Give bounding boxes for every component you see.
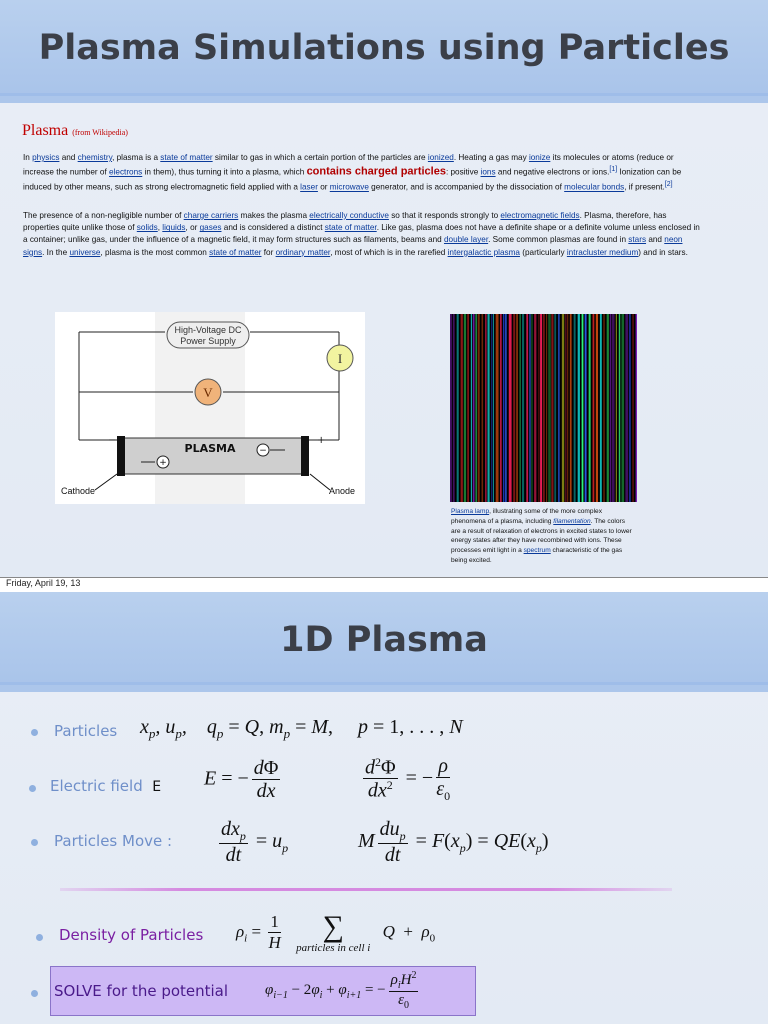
- spectrum-line: [473, 314, 475, 502]
- spectrum-line: [491, 314, 492, 502]
- wiki-heading-source: (from Wikipedia): [72, 128, 128, 137]
- spectrum-line: [593, 314, 595, 502]
- spectrum-line: [543, 314, 545, 502]
- power-supply-label-2: Power Supply: [180, 336, 236, 346]
- cathode-label: Cathode: [61, 486, 96, 496]
- paragraph-text: or: [317, 182, 330, 192]
- paragraph-text: Ionization can be induced by other means, such as strong electromagnetic field applied with a: [23, 167, 682, 192]
- spectrum-line: [471, 314, 472, 502]
- spectrum-line: [589, 314, 591, 502]
- spectrum-line: [513, 314, 515, 502]
- spectrum-line: [485, 314, 486, 502]
- wiki-heading-title: Plasma: [22, 122, 69, 139]
- wiki-link[interactable]: gases: [199, 223, 222, 233]
- efield-equation: E = − $\frac{d\Phi}{dx}$: [204, 757, 279, 802]
- wiki-heading: [22, 122, 128, 140]
- paragraph-text: . In the: [42, 247, 70, 257]
- paragraph-text: . Heating a gas may: [453, 153, 529, 162]
- ammeter-label: I: [337, 351, 343, 366]
- spectrum-line: [554, 314, 556, 502]
- spectrum-line: [604, 314, 605, 502]
- svg-text:+: +: [159, 458, 167, 468]
- wiki-link[interactable]: intergalactic plasma: [447, 247, 520, 257]
- efield-label: [50, 777, 161, 795]
- force-equation: M $\frac{du_p}{dt}$ = $F(x_p) = QE(x_p)$: [358, 818, 549, 867]
- paragraph-text: and negative electrons or ions.: [495, 167, 610, 177]
- voltmeter-label: V: [203, 385, 213, 400]
- spectrum-line: [488, 314, 490, 502]
- plasma-circuit-diagram: [55, 312, 365, 504]
- slide-2: [0, 592, 768, 1024]
- spectrum-line: [476, 314, 477, 502]
- spectrum-line: [616, 314, 617, 502]
- wiki-link[interactable]: electrons: [109, 167, 143, 177]
- power-supply-label-1: High-Voltage DC: [174, 325, 242, 335]
- paragraph-text: characteristic of the gas being excited.: [451, 547, 623, 564]
- paragraph-text: makes the plasma: [238, 211, 310, 220]
- spectrum-line: [464, 314, 466, 502]
- wiki-link[interactable]: neon signs: [23, 235, 683, 257]
- wiki-link[interactable]: filamentation: [553, 517, 591, 525]
- paragraph-text: so that it responds strongly to: [388, 211, 501, 220]
- spectrum-line: [519, 314, 520, 502]
- spectrum-line: [629, 314, 631, 502]
- anode-sign: +: [317, 435, 326, 446]
- plasma-label: PLASMA: [184, 442, 236, 455]
- slide-date: Friday, April 19, 13: [6, 578, 81, 588]
- paragraph-text: for: [261, 247, 276, 257]
- wiki-link[interactable]: electromagnetic fields: [500, 211, 580, 220]
- svg-text:−: −: [259, 446, 267, 456]
- bullet-dot: [31, 990, 38, 997]
- wiki-link[interactable]: laser: [300, 182, 318, 192]
- spectrum-line: [534, 314, 536, 502]
- wiki-link[interactable]: chemistry: [77, 153, 113, 162]
- spectrum-line: [625, 314, 628, 502]
- particles-label: Particles: [54, 722, 118, 740]
- paragraph-text: . Plasma, therefore, has properties quite unlike those of: [23, 211, 667, 233]
- spectrum-line: [619, 314, 620, 502]
- spectrum-line: [496, 314, 499, 502]
- spectrum-line: [453, 314, 455, 502]
- spectrum-line: [457, 314, 459, 502]
- spectrum-line: [503, 314, 504, 502]
- spectrum-line: [600, 314, 602, 502]
- poisson-equation: $\frac{d^2\Phi}{dx^2}$ = − $\frac{\rho}{\varepsilon_0}$: [365, 754, 451, 803]
- spectrum-line: [478, 314, 480, 502]
- spectrum-line: [636, 314, 637, 502]
- solve-label: SOLVE for the potential: [54, 982, 229, 1000]
- spectrum-line: [562, 314, 564, 502]
- paragraph-text: . The colors are a result of relaxation of electrons in excited states to lower energy states after they have recombined with ions. These processes emit light in a: [451, 517, 632, 555]
- wiki-link[interactable]: ionized: [427, 153, 454, 162]
- paragraph-text: , illustrating some of the more complex phenomena of a plasma, including: [451, 508, 602, 525]
- paragraph-text: and is considered a distinct: [221, 223, 325, 233]
- wiki-link[interactable]: stars: [628, 235, 647, 245]
- spectrum-line: [612, 314, 615, 502]
- spectrum-caption: [451, 507, 636, 566]
- spectrum-line: [567, 314, 568, 502]
- spectrum-line: [461, 314, 463, 502]
- wiki-link[interactable]: molecular bonds: [564, 182, 625, 192]
- paragraph-text: . Some common plasmas are found in: [488, 235, 629, 245]
- section-divider-line: [60, 888, 672, 891]
- wiki-link[interactable]: liquids: [162, 223, 186, 233]
- spectrum-line: [540, 314, 542, 502]
- spectrum-line: [585, 314, 587, 502]
- paragraph-text: ,: [157, 223, 163, 233]
- header-band: [0, 93, 768, 103]
- spectrum-line: [546, 314, 547, 502]
- paragraph-text: , plasma is a: [112, 153, 161, 162]
- wiki-link[interactable]: charge carriers: [183, 211, 239, 220]
- paragraph-text: its molecules or atoms (reduce or increase the number of: [23, 153, 674, 177]
- slide-2-title: 1D Plasma: [280, 620, 488, 660]
- spectrum-line: [607, 314, 609, 502]
- wiki-link[interactable]: state of matter: [324, 223, 377, 233]
- paragraph-text: generator, and is accompanied by the dissociation of: [368, 182, 565, 192]
- paragraph-text: In: [23, 153, 33, 162]
- density-equation: $\rho_i$ = $\frac{1}{H}$ ∑ particles in cell i $Q + \rho_0$: [236, 910, 436, 954]
- paragraph-text: . Like gas, plasma does not have a definite shape or a definite volume unless enclosed in a container; unlike gas, under the influence of a magnetic field, it may form structures such as filaments, beams and: [23, 223, 700, 245]
- spectrum-line: [558, 314, 560, 502]
- wiki-link[interactable]: solids: [136, 223, 158, 233]
- particles-equation: $x_p$, $u_p$, $q_p = Q$, $m_p = M$, p = 1, . . . , N: [140, 716, 463, 741]
- spectrum-line: [582, 314, 584, 502]
- wiki-link[interactable]: universe: [69, 247, 101, 257]
- wiki-link[interactable]: spectrum: [523, 547, 551, 555]
- velocity-equation: $\frac{dx_p}{dt}$ = $u_p$: [221, 818, 289, 867]
- wiki-link[interactable]: state of matter: [209, 247, 262, 257]
- spectrum-line: [509, 314, 512, 502]
- spectrum-line: [548, 314, 551, 502]
- spectrum-line: [565, 314, 566, 502]
- efield-symbol: E: [152, 779, 162, 795]
- spectrum-line: [482, 314, 484, 502]
- plasma-lamp-spectrum-image: [450, 314, 637, 502]
- paragraph-text: , if present.: [624, 182, 665, 192]
- spectrum-line: [526, 314, 528, 502]
- bullet-dot: [36, 934, 43, 941]
- spectrum-line: [632, 314, 634, 502]
- paragraph-text: , or: [185, 223, 200, 233]
- particles-move-label: Particles Move :: [54, 832, 173, 850]
- wiki-link[interactable]: ordinary matter: [275, 247, 331, 257]
- wiki-link[interactable]: ions: [480, 167, 496, 177]
- wiki-link[interactable]: microwave: [329, 182, 369, 192]
- spectrum-line: [505, 314, 506, 502]
- paragraph-text: and: [59, 153, 78, 162]
- spectrum-line: [493, 314, 494, 502]
- spectrum-line: [516, 314, 517, 502]
- highlight-text: contains charged particles: [306, 165, 446, 178]
- paragraph-properties: [23, 210, 703, 259]
- density-label: Density of Particles: [59, 926, 204, 944]
- wiki-link[interactable]: physics: [32, 153, 60, 162]
- anode-label: Anode: [329, 486, 356, 496]
- cathode-sign: −: [108, 435, 117, 446]
- paragraph-text: : positive: [445, 167, 481, 177]
- header-band: [0, 682, 768, 692]
- wiki-link[interactable]: intracluster medium: [566, 247, 639, 257]
- reference-link[interactable]: [2]: [664, 181, 673, 189]
- spectrum-line: [574, 314, 576, 502]
- paragraph-text: in them), thus turning it into a plasma, which: [142, 167, 307, 177]
- paragraph-text: similar to gas in which a certain portion of the particles are: [212, 153, 428, 162]
- spectrum-line: [551, 314, 553, 502]
- wiki-link[interactable]: Plasma lamp: [451, 508, 490, 515]
- potential-equation: $\varphi_{i-1} - 2\varphi_i + \varphi_{i+1}$ = − $\frac{\rho_iH^2}{\varepsilon_0}$: [265, 970, 417, 1011]
- spectrum-line: [532, 314, 533, 502]
- spectrum-line: [610, 314, 611, 502]
- spectrum-line: [596, 314, 598, 502]
- paragraph-text: and: [646, 235, 665, 245]
- sum-subscript: particles in cell i: [296, 942, 371, 954]
- reference-link[interactable]: [1]: [609, 166, 618, 174]
- spectrum-line: [538, 314, 539, 502]
- paragraph-intro: [23, 152, 703, 194]
- slide-1-title: Plasma Simulations using Particles: [38, 28, 730, 68]
- wiki-link[interactable]: state of matter: [160, 153, 213, 162]
- paragraph-text: The presence of a non-negligible number of: [23, 211, 184, 220]
- paragraph-text: , plasma is the most common: [100, 247, 210, 257]
- paragraph-text: , most of which is in the rarefied: [330, 247, 448, 257]
- spectrum-line: [467, 314, 468, 502]
- slide-separator: [0, 577, 768, 592]
- bullet-dot: [31, 729, 38, 736]
- wiki-link[interactable]: ionize: [528, 153, 551, 162]
- spectrum-line: [578, 314, 580, 502]
- spectrum-line: [522, 314, 524, 502]
- spectrum-line: [450, 314, 452, 502]
- spectrum-line: [500, 314, 502, 502]
- paragraph-text: (particularly: [519, 247, 567, 257]
- spectrum-line: [570, 314, 572, 502]
- wiki-link[interactable]: electrically conductive: [309, 211, 389, 220]
- spectrum-line: [621, 314, 624, 502]
- spectrum-line: [529, 314, 530, 502]
- paragraph-text: ) and in stars.: [638, 247, 688, 257]
- bullet-dot: [31, 839, 38, 846]
- bullet-dot: [29, 785, 36, 792]
- wiki-link[interactable]: double layer: [443, 235, 489, 245]
- efield-label-text: Electric field: [50, 777, 143, 795]
